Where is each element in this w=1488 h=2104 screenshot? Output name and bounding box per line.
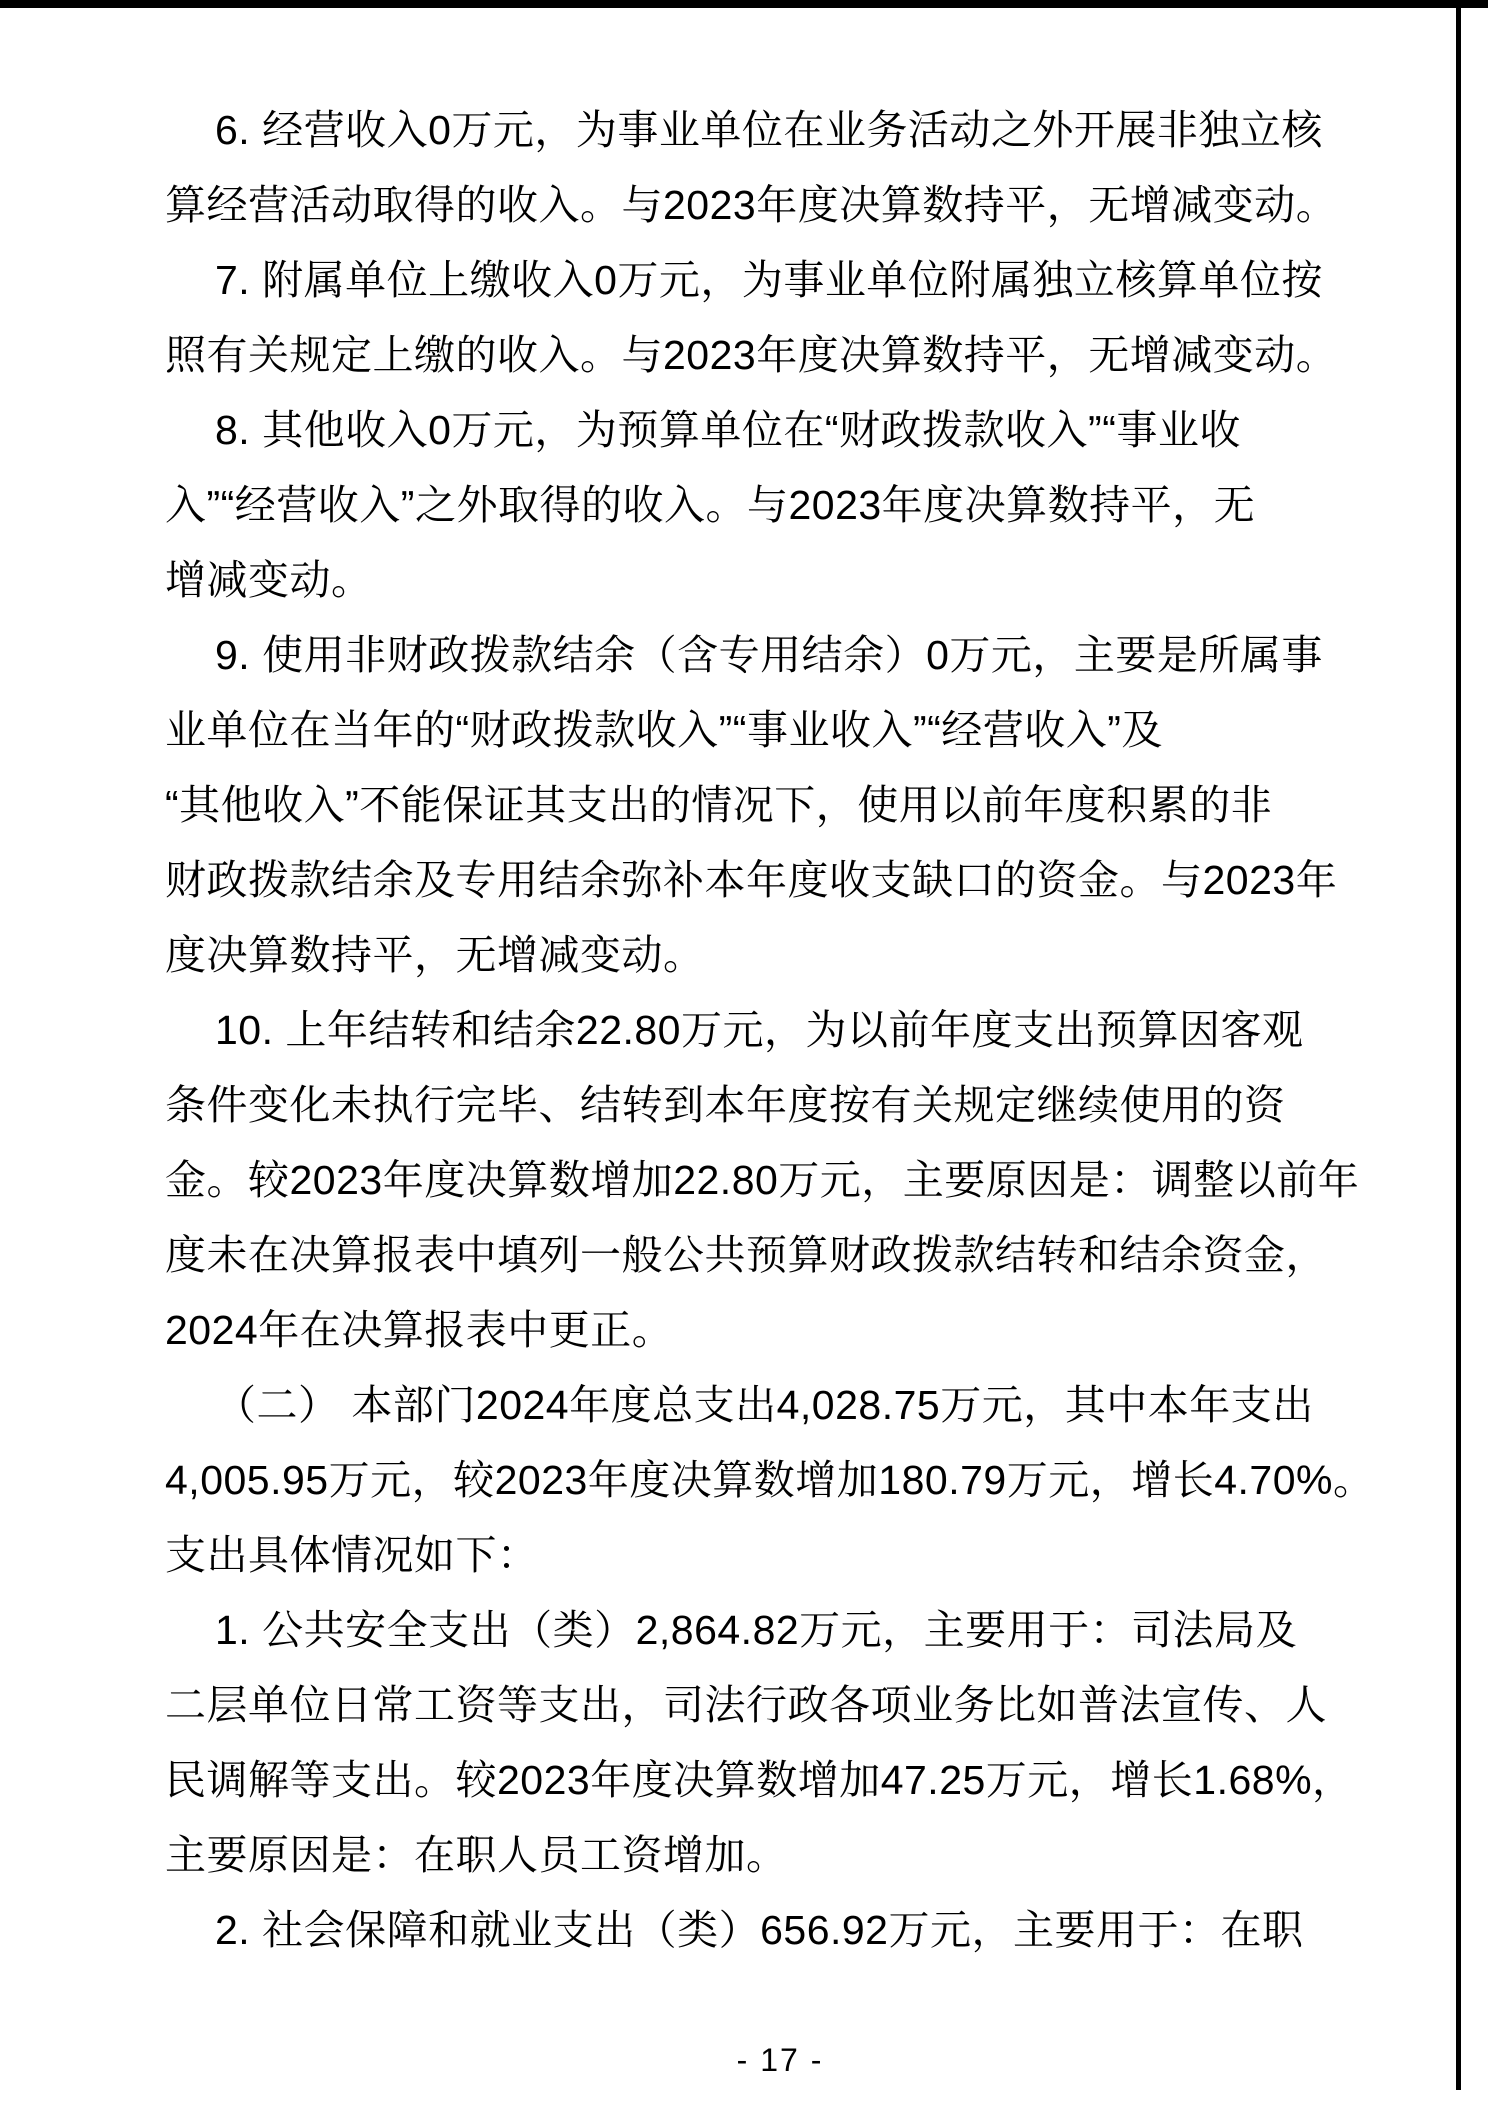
paragraph — [165, 618, 1405, 993]
document-body — [165, 93, 1405, 1968]
paragraph — [165, 1593, 1405, 1893]
text-line: 金。较2023年度决算数增加22.80万元，主要原因是：调整以前年 — [165, 1157, 1360, 1203]
scan-edge-right — [1456, 6, 1461, 2090]
text-line: 度未在决算报表中填列一般公共预算财政拨款结转和结余资金， — [165, 1232, 1327, 1278]
text-line: （二） 本部门2024年度总支出4,028.75万元，其中本年支出 — [215, 1382, 1314, 1428]
scan-edge-top — [0, 0, 1488, 8]
text-line: 2. 社会保障和就业支出（类）656.92万元，主要用于：在职 — [215, 1907, 1304, 1953]
paragraph — [165, 93, 1405, 243]
text-line: 民调解等支出。较2023年度决算数增加47.25万元，增长1.68%， — [165, 1757, 1354, 1803]
text-line: 1. 公共安全支出（类）2,864.82万元，主要用于：司法局及 — [215, 1607, 1298, 1653]
text-line: 照有关规定上缴的收入。与2023年度决算数持平，无增减变动。 — [165, 332, 1338, 378]
text-line: 二层单位日常工资等支出，司法行政各项业务比如普法宣传、人 — [165, 1682, 1327, 1728]
text-line: 9. 使用非财政拨款结余（含专用结余）0万元，主要是所属事 — [215, 632, 1323, 678]
text-line: 财政拨款结余及专用结余弥补本年度收支缺口的资金。与2023年 — [165, 857, 1338, 903]
paragraph — [165, 993, 1405, 1368]
page-number: - 17 - — [736, 2042, 824, 2078]
text-line: 6. 经营收入0万元，为事业单位在业务活动之外开展非独立核 — [215, 107, 1323, 153]
paragraph — [165, 393, 1405, 618]
text-line: 支出具体情况如下： — [165, 1532, 539, 1578]
text-line: 4,005.95万元，较2023年度决算数增加180.79万元，增长4.70%。 — [165, 1457, 1375, 1503]
text-line: 10. 上年结转和结余22.80万元，为以前年度支出预算因客观 — [215, 1007, 1304, 1053]
text-line: 算经营活动取得的收入。与2023年度决算数持平，无增减变动。 — [165, 182, 1338, 228]
text-line: 业单位在当年的“财政拨款收入”“事业收入”“经营收入”及 — [165, 707, 1163, 753]
text-line: 主要原因是：在职人员工资增加。 — [165, 1832, 788, 1878]
text-line: 入”“经营收入”之外取得的收入。与2023年度决算数持平，无 — [165, 482, 1256, 528]
text-line: 条件变化未执行完毕、结转到本年度按有关规定继续使用的资 — [165, 1082, 1286, 1128]
text-line: 度决算数持平，无增减变动。 — [165, 932, 705, 978]
text-line: 8. 其他收入0万元，为预算单位在“财政拨款收入”“事业收 — [215, 407, 1241, 453]
paragraph — [165, 243, 1405, 393]
text-line: 增减变动。 — [165, 557, 373, 603]
paragraph — [165, 1893, 1405, 1968]
paragraph — [165, 1368, 1405, 1593]
text-line: 2024年在决算报表中更正。 — [165, 1307, 674, 1353]
text-line: “其他收入”不能保证其支出的情况下，使用以前年度积累的非 — [165, 782, 1273, 828]
text-line: 7. 附属单位上缴收入0万元，为事业单位附属独立核算单位按 — [215, 257, 1323, 303]
